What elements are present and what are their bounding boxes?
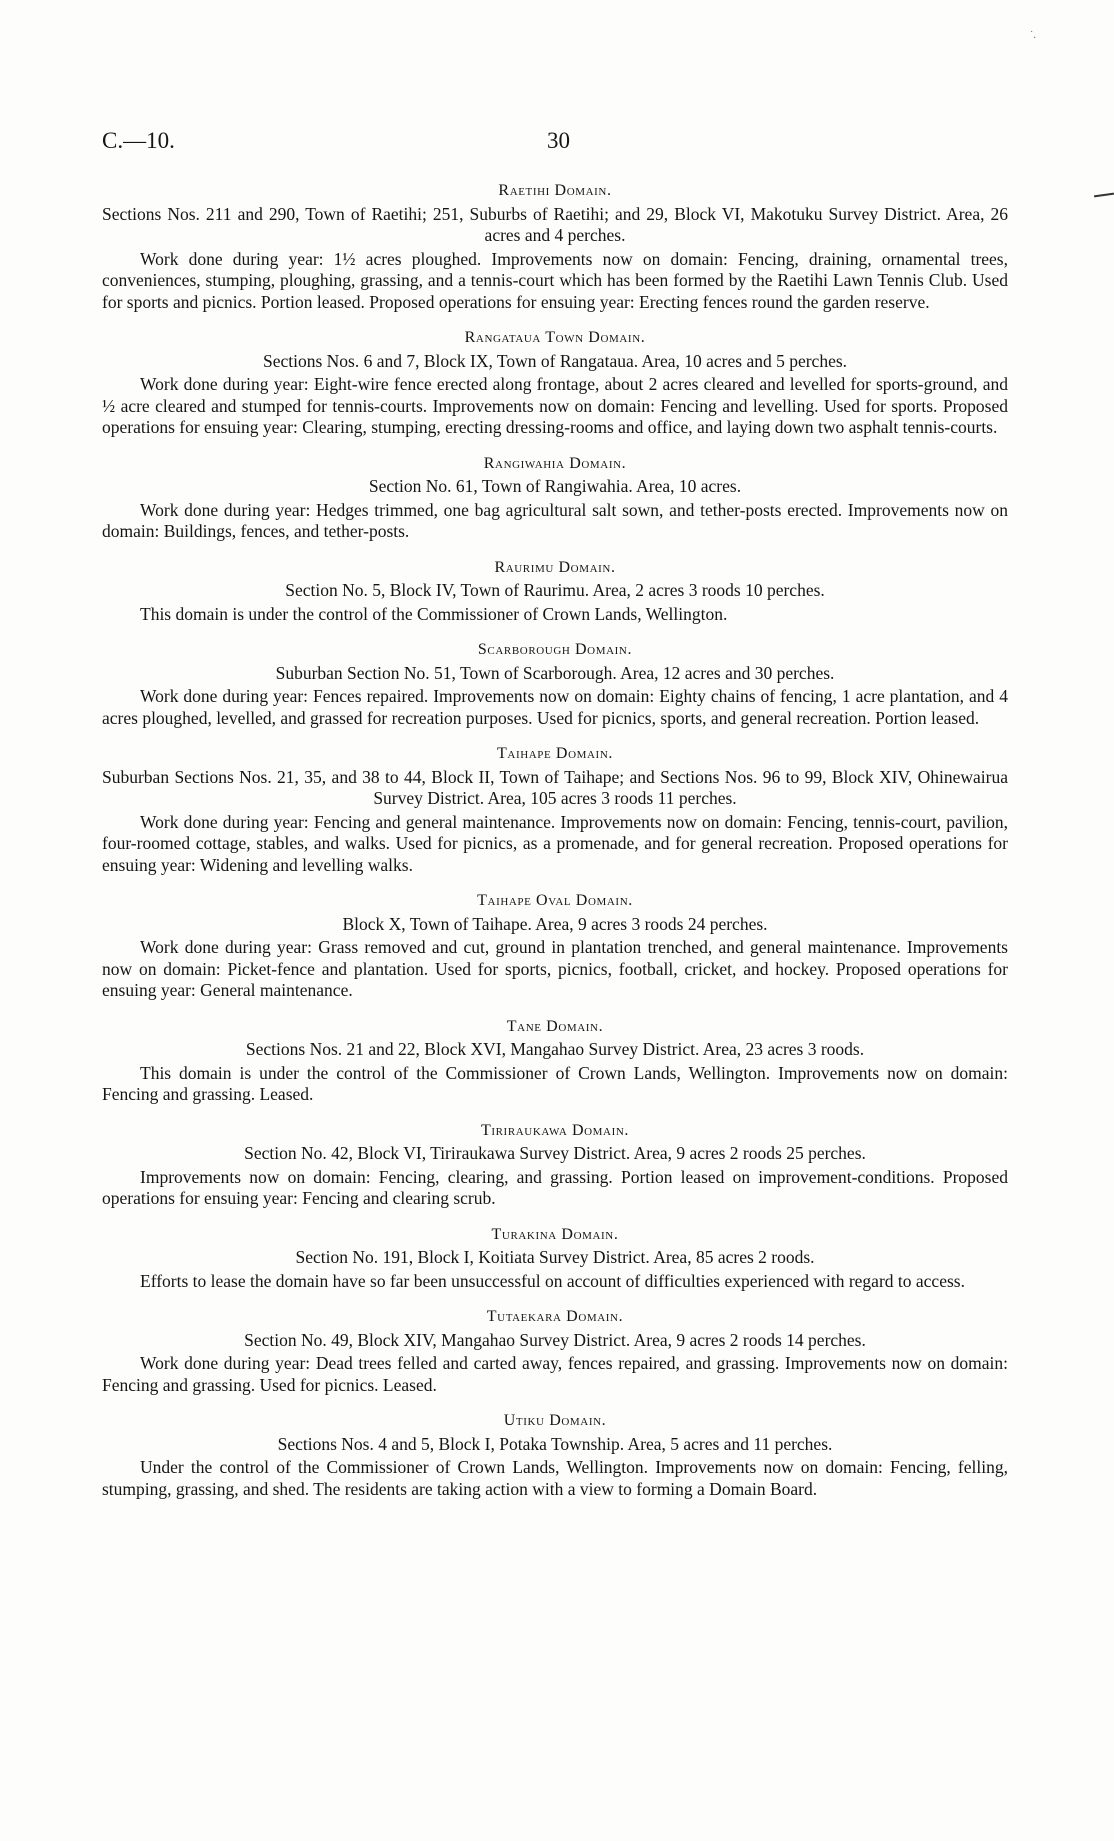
- section-body: Under the control of the Commissioner of Crown Lands, Wellington. Improvements now on domain: Fencing, felling, stumping, grassing, and shed. The residents are taking action with a view to forming a Domain Board.: [102, 1457, 1008, 1499]
- section-legal-description: Section No. 42, Block VI, Tiriraukawa Survey District. Area, 9 acres 2 roods 25 perches.: [244, 1143, 866, 1163]
- domain-section: [102, 180, 1008, 313]
- margin-mark: [1094, 193, 1114, 198]
- section-body: Work done during year: Dead trees felled and carted away, fences repaired, and grassing. Improvements now on domain: Fencing and grassing. Used for picnics. Leased.: [102, 1353, 1008, 1395]
- section-title: Scarborough Domain.: [477, 641, 633, 658]
- section-title: Tiriraukawa Domain.: [480, 1121, 629, 1139]
- section-legal-description: Sections Nos. 211 and 290, Town of Raetihi; 251, Suburbs of Raetihi; and 29, Block VI, Makotuku Survey District. Area, 26 acres and 4 perches.: [102, 203, 1008, 245]
- domain-section: [102, 1306, 1008, 1396]
- page-body: [102, 180, 1008, 1500]
- domain-section: [102, 890, 1008, 1002]
- domain-section: [102, 1016, 1008, 1106]
- section-body: Work done during year: Hedges trimmed, one bag agricultural salt sown, and tether-posts erected. Improvements now on domain: Buildings, fences, and tether-posts.: [102, 499, 1008, 541]
- section-title: Tutaekara Domain.: [486, 1308, 624, 1325]
- section-title: Taihape Domain.: [497, 745, 613, 762]
- page-header: [102, 128, 1002, 162]
- domain-section: [102, 1224, 1008, 1293]
- section-title: Tane Domain.: [506, 1017, 604, 1035]
- domain-section: [102, 639, 1008, 729]
- section-legal-description: Block X, Town of Taihape. Area, 9 acres 3 roods 24 perches.: [342, 913, 768, 934]
- section-body: Improvements now on domain: Fencing, clearing, and grassing. Portion leased on improvement-conditions. Proposed operations for ensuing year: Fencing and clearing scrub.: [102, 1166, 1008, 1208]
- document-reference: C.—10.: [102, 128, 175, 153]
- section-title: Taihape Oval Domain.: [477, 892, 633, 909]
- section-body: This domain is under the control of the Commissioner of Crown Lands, Wellington.: [140, 603, 728, 624]
- section-legal-description: Suburban Section No. 51, Town of Scarborough. Area, 12 acres and 30 perches.: [275, 662, 835, 683]
- section-body: Work done during year: 1½ acres ploughed. Improvements now on domain: Fencing, draining, ornamental trees, conveniences, stumping, ploughing, grassing, and a tennis-court which has been formed by the Raetihi Lawn Tennis Club. Used for sports and picnics. Portion leased. Proposed operations for ensuing year: Erecting fences round the garden reserve.: [102, 248, 1008, 312]
- section-legal-description: Sections Nos. 6 and 7, Block IX, Town of Rangataua. Area, 10 acres and 5 perches.: [262, 350, 848, 371]
- scan-mark: ˙.: [1030, 30, 1036, 41]
- section-body: Work done during year: Eight-wire fence erected along frontage, about 2 acres cleared and levelled for sports-ground, and ½ acre cleared and stumped for tennis-courts. Improvements now on domain: Fencing and levelling. Used for sports. Proposed operations for ensuing year: Clearing, stumping, erecting dressing-rooms and office, and laying down two asphalt tennis-courts.: [102, 374, 1008, 437]
- section-body: Efforts to lease the domain have so far been unsuccessful on account of difficulties experienced with regard to access.: [140, 1270, 965, 1291]
- section-body: Work done during year: Fences repaired. Improvements now on domain: Eighty chains of fencing, 1 acre plantation, and 4 acres ploughed, levelled, and grassed for recreation purposes. Used for picnics, sports, and general recreation. Portion leased.: [102, 686, 1008, 728]
- domain-section: [102, 557, 1008, 626]
- section-body: Work done during year: Grass removed and cut, ground in plantation trenched, and general maintenance. Improvements now on domain: Picket-fence and plantation. Used for sports, picnics, football, cricket, and hockey. Proposed operations for ensuing year: General maintenance.: [102, 937, 1008, 1000]
- section-title: Utiku Domain.: [503, 1412, 607, 1429]
- section-legal-description: Section No. 49, Block XIV, Mangahao Survey District. Area, 9 acres 2 roods 14 perches.: [244, 1329, 866, 1350]
- page-number: 30: [547, 128, 570, 153]
- section-legal-description: Section No. 61, Town of Rangiwahia. Area, 10 acres.: [368, 476, 742, 496]
- domain-section: [102, 1120, 1008, 1210]
- section-legal-description: Sections Nos. 21 and 22, Block XVI, Mangahao Survey District. Area, 23 acres 3 roods.: [245, 1039, 865, 1059]
- section-title: Rangiwahia Domain.: [483, 454, 627, 472]
- section-legal-description: Suburban Sections Nos. 21, 35, and 38 to 44, Block II, Town of Taihape; and Sections Nos. 96 to 99, Block XIV, Ohinewairua Survey District. Area, 105 acres 3 roods 11 perches.: [102, 766, 1008, 808]
- domain-section: [102, 1410, 1008, 1500]
- section-title: Rangataua Town Domain.: [464, 329, 646, 346]
- section-legal-description: Section No. 5, Block IV, Town of Raurimu. Area, 2 acres 3 roods 10 perches.: [285, 580, 825, 600]
- section-body: This domain is under the control of the Commissioner of Crown Lands, Wellington. Improvements now on domain: Fencing and grassing. Leased.: [102, 1062, 1008, 1104]
- domain-section: [102, 453, 1008, 543]
- domain-section: [102, 743, 1008, 876]
- section-legal-description: Sections Nos. 4 and 5, Block I, Potaka Township. Area, 5 acres and 11 perches.: [277, 1433, 833, 1454]
- section-title: Turakina Domain.: [491, 1225, 619, 1243]
- section-body: Work done during year: Fencing and general maintenance. Improvements now on domain: Fencing, tennis-court, pavilion, four-roomed cottage, stables, and walks. Used for picnics, as a promenade, and for general recreation. Proposed operations for ensuing year: Widening and levelling walks.: [102, 811, 1008, 875]
- domain-section: [102, 327, 1008, 439]
- section-legal-description: Section No. 191, Block I, Koitiata Survey District. Area, 85 acres 2 roods.: [295, 1247, 815, 1267]
- section-title: Raurimu Domain.: [494, 558, 616, 576]
- section-title: Raetihi Domain.: [498, 182, 612, 199]
